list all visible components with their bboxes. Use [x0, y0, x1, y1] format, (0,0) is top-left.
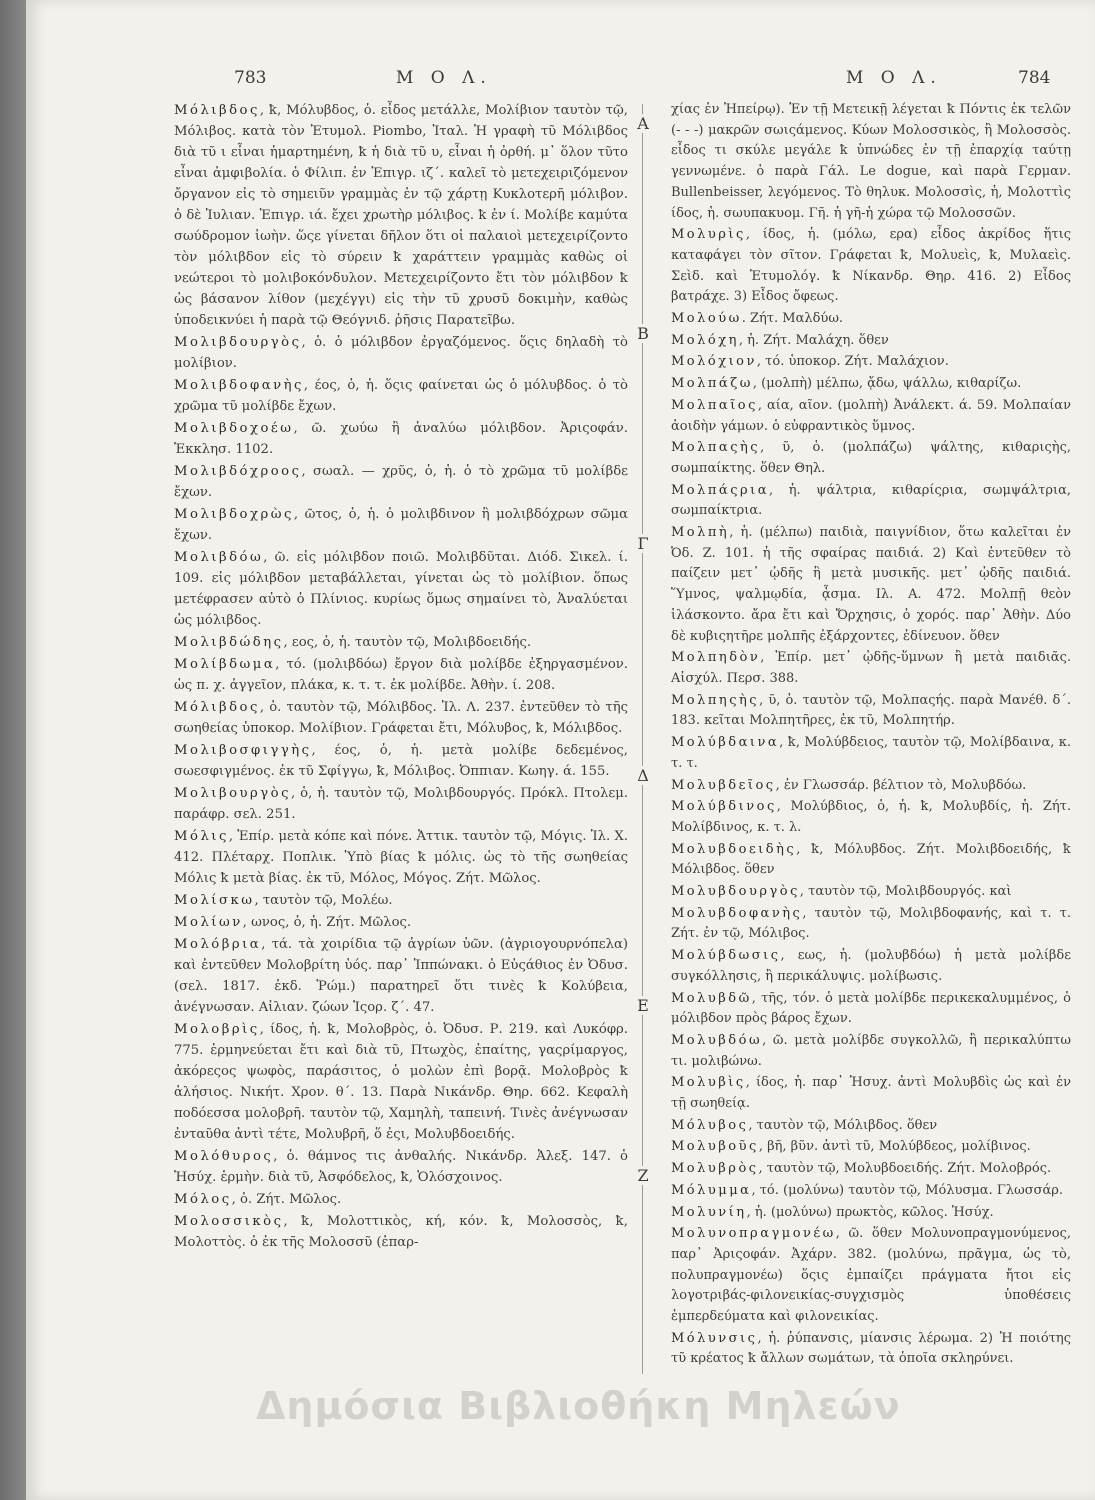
entry-headword: Μολίων [174, 915, 243, 930]
entry-definition: , ὁ. ταυτὸν τῷ, Μόλιβδος. Ἰλ. Λ. 237. ἐντεῦθεν τὸ τῆς σωηθείας ὑποκορ. Μολίβιον. Γράφεται ἔτι, Μόλυβος, ꝁ, Μόλιβδος. [174, 700, 628, 736]
entry-headword: Μολυβδουργὸς [671, 884, 800, 900]
running-title-right: Μ Ο Λ. [846, 68, 942, 88]
dictionary-entry [671, 523, 1071, 647]
entry-definition: , ἡ. Ζήτ. Μαλάχη. ὅθεν [738, 332, 889, 348]
entry-headword: Μολιβδουργὸς [174, 335, 302, 350]
entry-headword: Μολπάζω [671, 376, 753, 392]
entry-definition: , ταυτὸν τῷ, Μολιβδουργός. καὶ [799, 884, 1012, 900]
entry-definition: , ꝁ, Μόλυβδος. Ζήτ. Μολιβδοειδής, ꝁ Μόλιβδος. ὅθεν [671, 841, 1071, 878]
section-marker: Δ [630, 766, 656, 785]
section-marker: Ε [630, 996, 656, 1015]
dictionary-entry [671, 733, 1071, 774]
dictionary-entry [671, 1203, 1071, 1224]
entry-definition: , ίδος, ἡ. (μόλω, ερα) εἶδος ἀκρίδος ἥτις καταφάγει τὸν σῖτον. Γράφεται ꝁ, Μολυεὶς, ꝁ, Μυλαεὶς. Σεὶδ. καὶ Ἐτυμολόγ. ꝁ Νίκανδρ. Θηρ. 416. 2) Εἶδος βατράχε. 3) Εἶδος ὄφεως. [671, 227, 1071, 305]
entry-headword: Μολιβδοχρὼς [174, 507, 294, 522]
entry-headword: Μόλυνσις [671, 1330, 758, 1346]
dictionary-entry [671, 331, 1071, 352]
entry-headword: Μολυβδοειδὴς [671, 841, 797, 857]
entry-definition: , ταυτὸν τῷ, Μόλιβδος. ὅθεν [748, 1117, 938, 1133]
dictionary-entry [174, 504, 628, 546]
entry-definition: , ωνος, ὁ, ἡ. Ζήτ. Μῶλος. [242, 915, 412, 930]
entry-definition: , αία, αῖον. (μολπὴ) Ἀνάλεκτ. ά. 59. Μολπαίαν ἀοιδὴν γάμων. ὁ εὐφραντικὸς ὕμνος. [671, 397, 1071, 434]
entry-definition: χίας ἐν Ἠπείρῳ). Ἐν τῇ Μετεικῇ λέγεται ꝁ Πόντις ἐκ τελῶν (- - -) μακρῶν σωιςάμενος. Κύων Μολοσσικὸς, ἢ Μολοσσὸς. εἶδος τι σκύλε μεγάλε ꝁ ὑπνώδες ἐν τῇ ἐπαρχίᾳ ταύτῃ γεννωμένε. ὁ παρὰ Γάλ. Le dogue, καὶ παρὰ Γερμαν. Bullenbeisser, λεγόμενος. Τὸ θηλυκ. Μολοσσὶς, ἡ, Μολοττὶς ίδος, ἡ. σωυπακυομ. Γῆ. ἡ γῆ-ἡ χώρα τῷ Μολοσσῶν. [671, 102, 1071, 221]
right-column [671, 100, 1071, 1371]
entry-definition: , εος, ὁ, ἡ. ταυτὸν τῷ, Μολιβδοειδής. [283, 635, 532, 650]
dictionary-entry [671, 776, 1071, 797]
entry-definition: , σωαλ. — χρῦς, ὁ, ἡ. ὁ τὸ χρῶμα τῦ μολίβδε ἔχων. [174, 464, 628, 500]
dictionary-entry [671, 374, 1071, 395]
dictionary-entry [671, 1116, 1071, 1137]
dictionary-entry [174, 654, 628, 696]
dictionary-entry [174, 826, 628, 889]
entry-definition: , ἐν Γλωσσάρ. βέλτιον τὸ, Μολυβδόω. [775, 777, 1027, 793]
entry-definition: , τά. τὰ χοιρίδια τῷ ἀγρίων ὑῶν. (ἀγριογουρνόπελα) καὶ ἐντεῦθεν Μολοβρίτη ὑός. παρ᾽ Ἱππώνακι. ὁ Εὐςάθιος ἐν Ὀδυσ. (σελ. 1817. ἐκδ. Ῥώμ.) παρατηρεῖ ὅτι τινὲς ꝁ Κολύβεια, ἀνέγνωσαν. Αἰλιαν. ζώων Ἱςορ. ζ΄. 47. [174, 937, 628, 1015]
entry-headword: Μολούω [671, 311, 742, 327]
entry-headword: Μολυνίη [671, 1204, 747, 1220]
entry-definition: , Ἐπίρ. μετ᾽ ᾠδῆς-ὕμνων ἢ μετὰ παιδιᾶς. Αἰσχύλ. Περσ. 388. [671, 650, 1071, 686]
entry-headword: Μόλιβδος [174, 103, 260, 118]
entry-headword: Μόλυμμα [671, 1182, 752, 1198]
dictionary-entry [671, 1031, 1071, 1072]
dictionary-entry [671, 840, 1071, 881]
dictionary-entry [174, 783, 628, 825]
entry-definition: , ταυτὸν τῷ, Μολυβδοειδής. Ζήτ. Μολοβρός. [758, 1161, 1052, 1177]
entry-headword: Μόλυβος [671, 1117, 749, 1133]
entry-definition: , ꝁ, Μόλυβδος, ὁ. εἶδος μετάλλε, Μολίβιον ταυτὸν τῷ, Μόλιβος. κατὰ τὸν Ἐτυμολ. Piombo, Ἰταλ. Ἡ γραφὴ τῦ Μόλιβδος διὰ τῦ ι εἶναι ἡμαρτημένη, ꝁ ἡ διὰ τῦ υ, εἶναι ἡ ὀρθή. μ᾽ ὅλον τῦτο εἶναι ἀμφιβολία. ὁ Φίλιπ. ἐν Ἐπιγρ. ιζ΄. καλεῖ τὸ μετεχειριζόμενον ὄργανον εἰς τὸ σημειῦν γραμμὰς ἐν τῷ χάρτῃ Κυκλοτερῆ μόλιβον. ὁ δὲ Ἰυλιαν. Ἐπιγρ. ιά. ἔχει χρωτὴρ μόλιβος. ꝁ ἐν ί. Μολίβε καμύτα σωύδρομον ἰωὴν. ὥςε γίνεται δῆλον ὅτι οἱ παλαιοὶ μετεχειρίζοντο τὸν μόλιβδον εἰς τὸ σύρειν ꝁ χαράττειν γραμμὰς καθὼς οἱ νεώτεροι τὸ μολιβοκόνδυλον. Μετεχειρίζοντο ἔτι τὸν μόλιβδον ꝁ ὡς βάσανον λίθον (μεχέγγι) εἰς τὴν τῦ χρυσῦ δοκιμὴν, καθὼς ὑποδεικνύει ἡ παρὰ τῷ Θεόγνιδ. ῥῆσις Παρατεῖβω. [174, 103, 628, 328]
entry-definition: , ὁ, ἡ. ταυτὸν τῷ, Μολιβδουργός. Πρόκλ. Πτολεμ. παράφρ. σελ. 251. [174, 786, 628, 822]
entry-headword: Μολυνοπραγμονέω [671, 1226, 836, 1242]
entry-headword: Μόλιβδος [174, 700, 260, 715]
dictionary-page [26, 0, 1095, 1500]
running-title-left: Μ Ο Λ. [396, 68, 492, 88]
page-number-right: 784 [1018, 68, 1051, 88]
entry-headword: Μολιβδοχοέω [174, 421, 294, 436]
entry-definition: , ἡ. (μέλπω) παιδιὰ, παιγνίδιον, ὅτω καλεῖται ἐν Ὀδ. Ζ. 101. ἡ τῆς σφαίρας παιδιά. 2) Καὶ ἐντεῦθεν τὸ παίζειν μετ᾽ ᾠδῆς ἢ μετὰ μυσικῆς. μετ᾽ ᾠδῆς παιδιά. Ὕμνος, ψαλμῳδία, ᾆσμα. Ιλ. Α. 472. Μολπῇ θεὸν ἱλάσκοντο. ἄρα ἔτι καὶ Ὄρχησις, ὁ χορός. παρ᾽ Ἀθὴν. Δύο δὲ κυβιςητῆρε μολπῆς ἐξάρχοντες, ἐδίνευον. ὅθεν [671, 525, 1071, 644]
dictionary-entry [671, 882, 1071, 903]
dictionary-entry [174, 1189, 628, 1210]
dictionary-entry [174, 375, 628, 417]
entry-headword: Μολοσσικὸς [174, 1214, 284, 1229]
dictionary-entry [671, 904, 1071, 945]
dictionary-entry [671, 1329, 1071, 1370]
entry-headword: Μολπαῖος [671, 397, 758, 413]
dictionary-entry [671, 1181, 1071, 1202]
dictionary-entry [671, 648, 1071, 689]
dictionary-entry [671, 797, 1071, 838]
entry-definition: , ῶ. εἰς μόλιβδον ποιῶ. Μολιβδῦται. Διόδ. Σικελ. ί. 109. εἰς μόλιβδον μεταβάλλεται, γίνεται ὡς τὸ μολίβιον. ὅπως μετέφρασεν αὐτὸ ὁ Πλίνιος. κυρίως ὅμως σημαίνει τὸ, Ἀναλύεται ὡς μόλιβδος. [174, 550, 628, 628]
dictionary-entry [671, 481, 1071, 522]
dictionary-entry [174, 418, 628, 460]
library-watermark: Δημόσια Βιβλιοθήκη Μηλεών [256, 1384, 901, 1428]
entry-definition: , έος, ὁ, ἡ. ὅςις φαίνεται ὡς ὁ μόλυβδος. ὁ τὸ χρῶμα τῦ μολίβδε ἔχων. [174, 378, 628, 414]
entry-definition: , ίδος, ἡ. ꝁ, Μολοβρὸς, ὁ. Ὀδυσ. Ρ. 219. καὶ Λυκόφρ. 775. ἑρμηνεύεται ἔτι καὶ διὰ τῦ, Πτωχὸς, ἐπαίτης, γαςρίμαργος, ἀκόρεςος ψωφὸς, παράσιτος, ὁ μολὼν ἐπὶ βορᾷ. Μολοβρὸς ꝁ ἀλήσιος. Νικήτ. Χρον. θ΄. 13. Παρὰ Νικάνδρ. Θηρ. 662. Κεφαλὴ ποδόεσσα μολοβρῆ. ταυτὸν τῷ, Χαμηλὴ, ταπεινή. Τινὲς ἀνέγνωσαν ἐνταῦθα ἀντὶ τέτε, Μολυβρῆ, ὅ ἐςι, Μολυβδοειδής. [174, 1022, 628, 1142]
page-number-left: 783 [234, 68, 267, 88]
entry-definition: , τό. ὑποκορ. Ζήτ. Μαλάχιον. [756, 354, 949, 370]
page-header [26, 68, 1095, 98]
entry-headword: Μολυβδεῖος [671, 777, 776, 793]
entry-definition: , Ἐπίρ. μετὰ κόπε καὶ πόνε. Ἀττικ. ταυτὸν τῷ, Μόγις. Ἰλ. Χ. 412. Πλέταρχ. Ποπλικ. Ὑπὸ βίας ꝁ μόλις. ὡς τὸ τῆς σωηθείας Μόλις ꝁ μετὰ βίας. ἐκ τῦ, Μόλος, Μόγος. Ζήτ. Μῶλος. [174, 829, 628, 886]
entry-headword: Μολπηςὴς [671, 692, 760, 708]
entry-headword: Μολυβδοφανὴς [671, 905, 803, 921]
entry-definition: , ἡ. ψάλτρια, κιθαρίςρια, σωμψάλτρια, σωμπαίκτρια. [671, 482, 1071, 519]
section-markers [630, 0, 656, 1500]
entry-headword: Μολπαςὴς [671, 440, 761, 456]
entry-headword: Μόλις [174, 829, 229, 844]
section-marker: Α [630, 114, 656, 133]
entry-definition: , ταυτὸν τῷ, Μολέω. [254, 893, 393, 908]
entry-definition: , ꝁ, Μολοττικὸς, κή, κόν. ꝁ, Μολοσσὸς, ꝁ, Μολοττὸς. ὁ ἐκ τῆς Μολοσσῦ (ἐπαρ- [174, 1214, 628, 1250]
dictionary-entry [174, 1146, 628, 1188]
entry-headword: Μολοβρὶς [174, 1022, 260, 1037]
dictionary-entry [671, 309, 1071, 330]
entry-headword: Μολυβδόω [671, 1032, 763, 1048]
entry-headword: Μολυρὶς [671, 227, 746, 243]
dictionary-entry [671, 1224, 1071, 1328]
entry-definition: , έος, ὁ, ἡ. μετὰ μολίβε δεδεμένος, σωεσφιγμένος. ἐκ τῦ Σφίγγω, ꝁ, Μόλιβος. Ὀππιαν. Κωηγ. ά. 155. [174, 743, 628, 779]
dictionary-entry [671, 989, 1071, 1030]
entry-headword: Μόλος [174, 1192, 232, 1207]
entry-definition: , ῶτος, ὁ, ἡ. ὁ μολιβδινον ἢ μολιβδόχρων σῶμα ἔχων. [174, 507, 628, 543]
entry-definition: , ἡ. (μολύνω) πρωκτὸς, κῶλος. Ἡσύχ. [746, 1204, 994, 1220]
entry-definition: , ίδος, ἡ. παρ᾽ Ἡσυχ. ἀντὶ Μολυβδὶς ὡς καὶ ἐν τῇ σωηθείᾳ. [671, 1075, 1071, 1112]
entry-headword: Μολιβδοφανὴς [174, 378, 304, 393]
entry-headword: Μολπὴ [671, 525, 730, 541]
book-spine [0, 0, 26, 1500]
entry-definition: , τῆς, τόν. ὁ μετὰ μολίβδε περικεκαλυμμένος, ὁ μόλιβδον πρὸς βάρος ἔχων. [671, 990, 1071, 1027]
entry-headword: Μολυβοῦς [671, 1139, 759, 1155]
entry-headword: Μολιβοσφιγγὴς [174, 743, 312, 758]
entry-definition: , Μολύβδιος, ὁ, ἡ. ꝁ, Μολυβδίς, ἡ. Ζήτ. Μολίβδινος, κ. τ. λ. [671, 799, 1071, 835]
entry-headword: Μολίσκω [174, 893, 255, 908]
entry-headword: Μολιβουργὸς [174, 786, 292, 801]
entry-headword: Μολιβδόχροος [174, 464, 302, 479]
section-marker: Β [630, 324, 656, 343]
entry-headword: Μολυβρὸς [671, 1161, 759, 1177]
dictionary-entry [174, 547, 628, 631]
entry-headword: Μολίβδωμα [174, 657, 276, 672]
left-column [174, 100, 628, 1254]
entry-headword: Μολόχη [671, 332, 739, 348]
dictionary-entry [174, 632, 628, 653]
entry-definition: , ῦ, ὁ. (μολπάζω) ψάλτης, κιθαριςὴς, σωμπαίκτης. ὅθεν Θηλ. [671, 440, 1071, 476]
entry-definition: , εως, ἡ. (μολυβδόω) ἡ μετὰ μολίβδε συγκόλλησις, ἢ περικάλυψις. μολίβωσις. [671, 948, 1071, 984]
entry-definition: , ῶ. μετὰ μολίβδε συγκολλῶ, ἢ περικαλύπτω τι. μολιβώνω. [671, 1032, 1071, 1069]
dictionary-entry [174, 461, 628, 503]
entry-headword: Μολιβδώδης [174, 635, 284, 650]
entry-headword: Μολιβδόω [174, 550, 264, 565]
dictionary-entry [174, 100, 628, 331]
entry-definition: , ὁ. θάμνος τις ἀνθαλής. Νικάνδρ. Ἀλεξ. 147. ὁ Ἡσύχ. ἑρμὴν. διὰ τῦ, Ἀσφόδελος, ꝁ, Ὁλόσχοινος. [174, 1149, 628, 1185]
entry-headword: Μολύβδωσις [671, 948, 781, 964]
entry-definition: , τό. (μολύνω) ταυτὸν τῷ, Μόλυσμα. Γλωσσάρ. [751, 1182, 1064, 1198]
dictionary-entry [671, 438, 1071, 479]
dictionary-entry [671, 1159, 1071, 1180]
entry-headword: Μολύβδινος [671, 799, 777, 815]
entry-definition: , (μολπὴ) μέλπω, ᾄδω, ψάλλω, κιθαρίζω. [752, 376, 1022, 392]
entry-headword: Μολυβδῶ [671, 990, 752, 1006]
section-marker: Ζ [630, 1166, 656, 1185]
entry-headword: Μολόθυρος [174, 1149, 274, 1164]
entry-definition: , ταυτὸν τῷ, Μολιβδοφανής, καὶ τ. τ. Ζήτ. ἐν τῷ, Μόλιβος. [671, 905, 1071, 942]
dictionary-entry [174, 890, 628, 911]
dictionary-entry [174, 740, 628, 782]
dictionary-entry [174, 912, 628, 933]
dictionary-entry [174, 697, 628, 739]
dictionary-entry [671, 100, 1071, 224]
entry-definition: , ῶ. χωύω ἢ ἀναλύω μόλιβδον. Ἀριςοφάν. Ἐκκλησ. 1102. [174, 421, 628, 457]
entry-definition: , τό. (μολιβδόω) ἔργον διὰ μολίβδε ἐξηργασμένον. ὡς π. χ. ἀγγεῖον, πλάκα, κ. τ. τ. ἐκ μολίβδε. Ἀθὴν. ί. 208. [174, 657, 628, 693]
section-marker: Γ [630, 534, 656, 553]
dictionary-entry [671, 691, 1071, 732]
dictionary-entry [174, 1019, 628, 1145]
entry-headword: Μολυβὶς [671, 1075, 746, 1091]
dictionary-entry [671, 946, 1071, 987]
entry-definition: , ἡ. ῥύπανσις, μίανσις λέρωμα. 2) Ἡ ποιότης τῦ κρέατος ꝁ ἄλλων σωμάτων, τὰ ὁποῖα σκληρύνει. [671, 1330, 1071, 1367]
dictionary-entry [174, 1211, 628, 1253]
entry-definition: , ꝁ, Μολύβδειος, ταυτὸν τῷ, Μολίβδαινα, κ. τ. τ. [671, 735, 1071, 771]
entry-headword: Μολύβδαινα [671, 735, 780, 751]
dictionary-entry [671, 225, 1071, 308]
dictionary-entry [671, 352, 1071, 373]
entry-headword: Μολόβρια [174, 937, 262, 952]
entry-definition: . Ζήτ. Μαλδύω. [741, 311, 844, 327]
dictionary-entry [671, 396, 1071, 437]
dictionary-entry [174, 934, 628, 1018]
dictionary-entry [174, 332, 628, 374]
entry-definition: , βῆ, βῦν. ἀντὶ τῦ, Μολύβδεος, μολίβινος. [758, 1139, 1031, 1155]
entry-definition: , ῶ. ὅθεν Μολυνοπραγμονύμενος, παρ᾽ Ἀριςοφάν. Ἀχάρν. 382. (μολύνω, πρᾶγμα, ὡς τὸ, πολυπραγμονέω) ὅςις ἐμπαίζει πράγματα ἤτοι εἰς λογοτριβάς-φιλονεικίας-συγχισμὸς ὑποθέσεις ἐμπερδεύματα καὶ φιλονεικίας. [671, 1226, 1071, 1325]
entry-headword: Μολπάςρια [671, 482, 769, 498]
entry-definition: , ῦ, ὁ. ταυτὸν τῷ, Μολπαςής. παρὰ Μανέθ. δ΄. 183. κεῖται Μολπητῆρες, ἐκ τῦ, Μολπητήρ. [671, 692, 1071, 729]
entry-definition: , ὁ. Ζήτ. Μῶλος. [231, 1192, 342, 1207]
entry-headword: Μολόχιον [671, 354, 757, 370]
dictionary-entry [671, 1073, 1071, 1114]
dictionary-entry [671, 1137, 1071, 1158]
entry-headword: Μολπηδὸν [671, 650, 761, 666]
entry-definition: , ὁ. ὁ μόλιβδον ἐργαζόμενος. ὅςις δηλαδὴ τὸ μολίβιον. [174, 335, 628, 371]
